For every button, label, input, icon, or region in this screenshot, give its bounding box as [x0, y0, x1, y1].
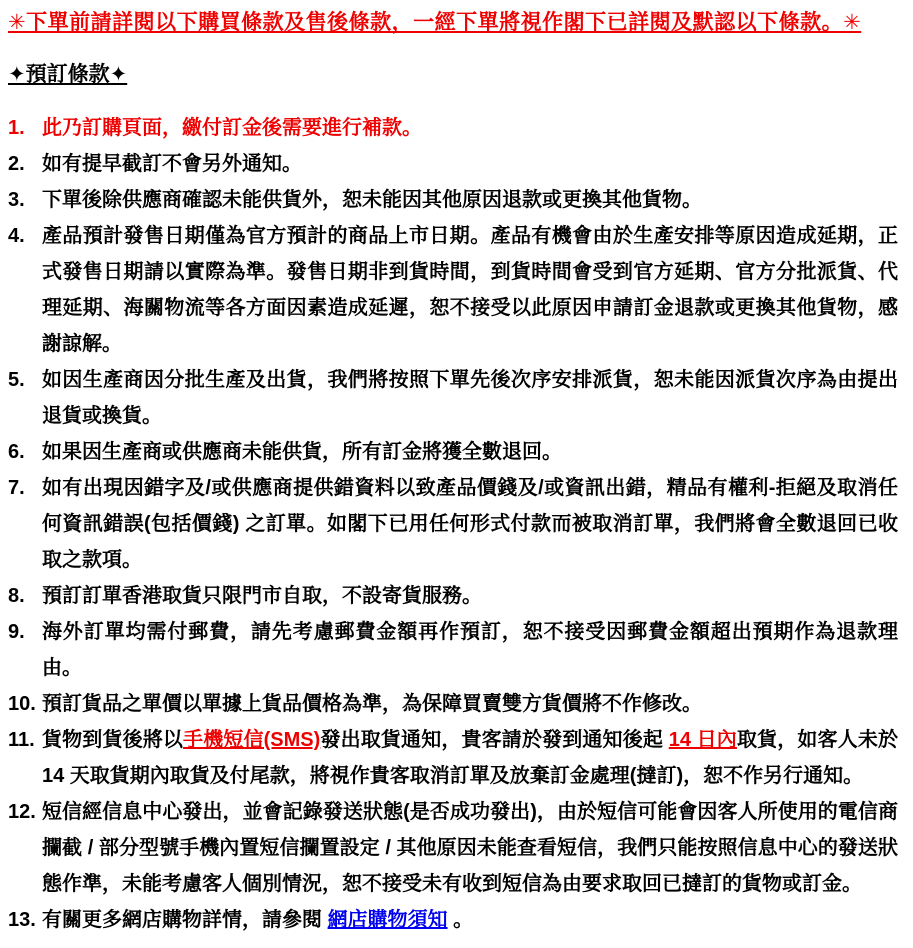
- term-item-4: [8, 218, 899, 362]
- purchase-notice-heading: ✳下單前請詳閱以下購買條款及售後條款，一經下單將視作閣下已詳閱及默認以下條款。✳: [8, 11, 862, 34]
- term-text-segment: 下單後除供應商確認未能供貨外，恕未能因其他原因退款或更換其他貨物。: [42, 189, 702, 211]
- term-text-segment: 此乃訂購頁面，繳付訂金後需要進行補款。: [42, 117, 422, 139]
- term-text-segment: 如有出現因錯字及/或供應商提供錯資料以致產品價錢及/或資訊出錯，精品有權利-拒絕及取消任何資訊錯誤(包括價錢) 之訂單。如閣下已用任何形式付款而被取消訂單，我們將會全數退回已收取之款項。: [42, 477, 898, 571]
- term-text-segment: 貨物到貨後將以: [42, 729, 184, 751]
- term-item-10: [8, 686, 899, 722]
- term-text-segment: 有關更多網店購物詳情，請參閱: [42, 909, 328, 931]
- term-number: 6.: [8, 441, 25, 463]
- term-number: 9.: [8, 621, 25, 643]
- term-number: 1.: [8, 117, 25, 139]
- term-item-13: [8, 902, 899, 938]
- term-item-7: [8, 470, 899, 578]
- preorder-terms-heading-text: ✦預訂條款✦: [8, 63, 128, 86]
- term-number: 7.: [8, 477, 25, 499]
- term-number: 3.: [8, 189, 25, 211]
- term-text-segment: 預訂貨品之單價以單據上貨品價格為準，為保障買賣雙方貨價將不作修改。: [42, 693, 702, 715]
- term-item-6: [8, 434, 899, 470]
- highlighted-text: 手機短信(SMS): [183, 729, 321, 751]
- term-item-5: [8, 362, 899, 434]
- shop-guide-link[interactable]: 網店購物須知: [327, 909, 448, 931]
- term-number: 2.: [8, 153, 25, 175]
- term-number: 8.: [8, 585, 25, 607]
- term-text: [42, 470, 898, 578]
- highlighted-text: 14 日內: [668, 729, 737, 751]
- term-text-segment: 。: [447, 909, 474, 931]
- term-item-1: [8, 110, 899, 146]
- term-text-segment: 如有提早截訂不會另外通知。: [42, 153, 302, 175]
- term-item-2: [8, 146, 899, 182]
- term-text-segment: 產品預計發售日期僅為官方預計的商品上市日期。產品有機會由於生產安排等原因造成延期，正式發售日期請以實際為準。發售日期非到貨時間，到貨時間會受到官方延期、官方分批派貨、代理延期、海關物流等各方面因素造成延遲，恕不接受以此原因申請訂金退款或更換其他貨物，感謝諒解。: [42, 225, 898, 355]
- term-number: 10.: [8, 693, 36, 715]
- term-text: [42, 902, 898, 938]
- term-number: 13.: [8, 909, 36, 931]
- term-item-9: [8, 614, 899, 686]
- term-item-12: [8, 794, 899, 902]
- term-text: [42, 578, 898, 614]
- term-text-segment: 取貨，如客人未於 14 天取貨期內取貨及付尾款，將視作貴客取消訂單及放棄訂金處理(撻訂)，恕不作另行通知。: [42, 729, 898, 787]
- term-text: [42, 362, 898, 434]
- term-text: [42, 722, 898, 794]
- term-text: [42, 434, 898, 470]
- term-text: [42, 218, 898, 362]
- term-item-11: [8, 722, 899, 794]
- term-item-8: [8, 578, 899, 614]
- term-text: [42, 110, 898, 146]
- term-number: 11.: [8, 729, 35, 751]
- term-text-segment: 短信經信息中心發出，並會記錄發送狀態(是否成功發出)，由於短信可能會因客人所使用的電信商攔截 / 部分型號手機內置短信攔置設定 / 其他原因未能查看短信，我們只能按照信息中心的發送狀態作準，未能考慮客人個別情況，恕不接受未有收到短信為由要求取回已撻訂的貨物或訂金。: [42, 801, 898, 895]
- preorder-terms-heading: [8, 60, 899, 90]
- term-text: [42, 182, 898, 218]
- term-text: [42, 686, 898, 722]
- term-text-segment: 海外訂單均需付郵費，請先考慮郵費金額再作預訂，恕不接受因郵費金額超出預期作為退款理由。: [42, 621, 898, 679]
- terms-list: [8, 110, 899, 938]
- term-number: 5.: [8, 369, 25, 391]
- term-text-segment: 如因生產商因分批生產及出貨，我們將按照下單先後次序安排派貨，恕未能因派貨次序為由提出退貨或換貨。: [42, 369, 898, 427]
- term-text: [42, 794, 898, 902]
- term-text: [42, 146, 898, 182]
- term-text-segment: 發出取貨通知，貴客請於發到通知後起: [320, 729, 669, 751]
- term-text-segment: 預訂訂單香港取貨只限門市自取，不設寄貨服務。: [42, 585, 482, 607]
- term-item-3: [8, 182, 899, 218]
- term-number: 4.: [8, 225, 25, 247]
- term-text-segment: 如果因生產商或供應商未能供貨，所有訂金將獲全數退回。: [42, 441, 562, 463]
- term-number: 12.: [8, 801, 36, 823]
- term-text: [42, 614, 898, 686]
